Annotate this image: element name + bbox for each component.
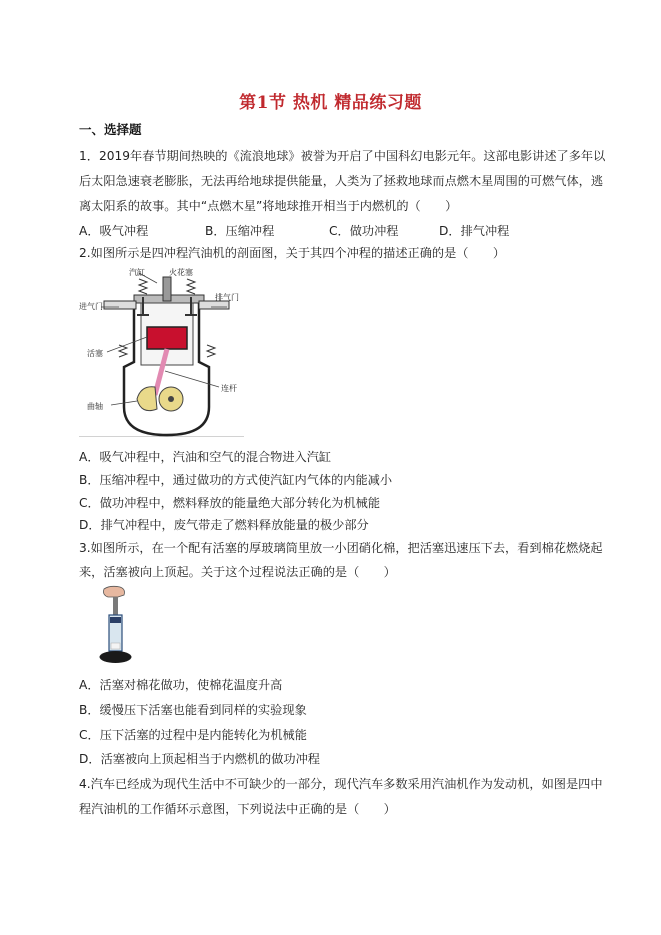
q1-option-a: A．吸气冲程 [79,224,149,238]
q3-line: 3.如图所示，在一个配有活塞的厚玻璃筒里放一小团硝化棉，把活塞迅速压下去，看到棉花燃烧起 [79,541,603,555]
q4-line: 程汽油机的工作循环示意图，下列说法中正确的是（ ） [79,802,396,816]
q2-stem: 2.如图所示是四冲程汽油机的剖面图，关于其四个冲程的描述正确的是（ ） [79,246,506,260]
label-rod: 连杆 [221,384,237,393]
q2-option-d: D．排气冲程中，废气带走了燃料释放能量的极少部分 [79,518,369,532]
q3-option-d: D．活塞被向上顶起相当于内燃机的做功冲程 [79,752,320,766]
q3-option-c: C．压下活塞的过程中是内能转化为机械能 [79,728,307,742]
label-cylinder: 汽缸 [129,268,145,277]
label-spark: 火花塞 [169,268,193,277]
label-piston: 活塞 [87,349,103,358]
q2-option-c: C．做功冲程中，燃料释放的能量绝大部分转化为机械能 [79,496,381,510]
q1-line: 1．2019年春节期间热映的《流浪地球》被誉为开启了中国科幻电影元年。这部电影讲述了多年以 [79,149,606,163]
q1-option-b: B．压缩冲程 [205,224,275,238]
section-heading: 一、选择题 [79,122,142,137]
q3-line: 来，活塞被向上顶起。关于这个过程说法正确的是（ ） [79,565,396,579]
q2-option-a: A．吸气冲程中，汽油和空气的混合物进入汽缸 [79,450,332,464]
q1-option-c: C．做功冲程 [329,224,399,238]
q3-option-b: B．缓慢压下活塞也能看到同样的实验现象 [79,703,307,717]
q1-option-d: D．排气冲程 [439,224,510,238]
page-title: 第1节 热机 精品练习题 [239,93,422,113]
q3-option-a: A．活塞对棉花做功，使棉花温度升高 [79,678,283,692]
q4-line: 4.汽车已经成为现代生活中不可缺少的一部分，现代汽车多数采用汽油机作为发动机，如图是四中 [79,777,603,791]
q2-option-b: B．压缩冲程中，通过做功的方式使汽缸内气体的内能减小 [79,473,393,487]
q1-line: 离太阳系的故事。其中“点燃木星”将地球推开相当于内燃机的（ ） [79,199,458,213]
label-intake-valve: 进气门 [79,302,103,311]
label-crank: 曲轴 [87,402,103,411]
q1-line: 后太阳急速衰老膨胀，无法再给地球提供能量，人类为了拯救地球而点燃木星周围的可燃气体，逃 [79,174,604,188]
q1-options [79,222,509,239]
piston-tube-figure [96,585,136,665]
engine-cross-section-figure [79,267,244,437]
label-exhaust-valve: 排气门 [215,293,239,302]
